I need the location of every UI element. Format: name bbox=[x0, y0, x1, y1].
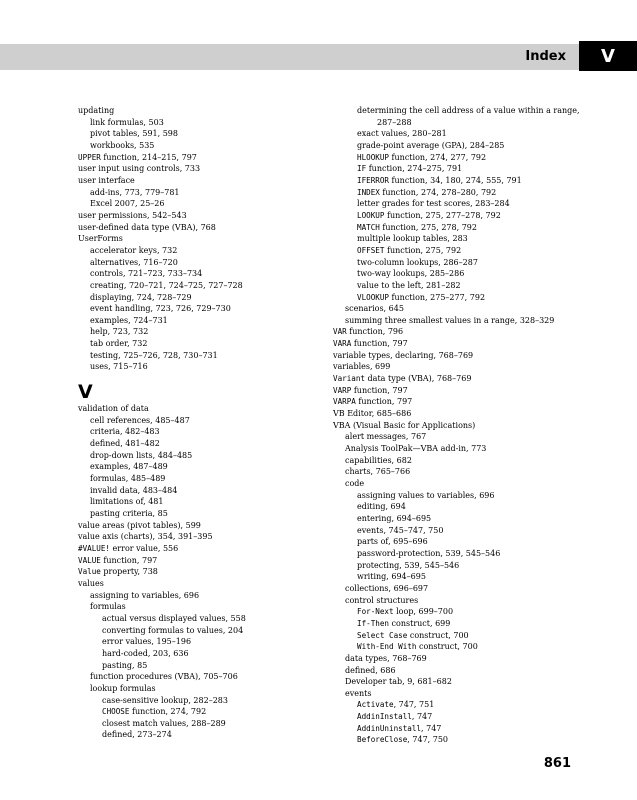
index-entry bbox=[78, 485, 328, 497]
entry-text: help, 723, 732 bbox=[90, 327, 149, 337]
entry-text: two-column lookups, 286–287 bbox=[357, 257, 478, 267]
index-entry bbox=[333, 338, 593, 350]
index-entry bbox=[78, 245, 328, 257]
code-term: BeforeClose bbox=[357, 735, 408, 745]
index-entry bbox=[78, 520, 328, 532]
entry-text: tab order, 732 bbox=[90, 339, 148, 349]
code-term: MATCH bbox=[357, 222, 380, 232]
index-entry bbox=[78, 438, 328, 450]
index-entry bbox=[78, 706, 328, 718]
entry-text: multiple lookup tables, 283 bbox=[357, 234, 468, 244]
entry-text: closest match values, 288–289 bbox=[102, 718, 226, 728]
entry-text: charts, 765–766 bbox=[345, 467, 411, 477]
entry-text: construct, 699 bbox=[389, 618, 451, 628]
code-term: CHOOSE bbox=[102, 707, 130, 717]
index-entry bbox=[78, 566, 328, 578]
entry-text: function, 274, 278–280, 792 bbox=[379, 187, 497, 197]
index-entry bbox=[78, 671, 328, 683]
entry-text: testing, 725–726, 728, 730–731 bbox=[90, 350, 218, 360]
index-entry bbox=[333, 210, 593, 222]
index-entry bbox=[78, 613, 328, 625]
index-entry bbox=[333, 222, 593, 234]
entry-text: data type (VBA), 768–769 bbox=[365, 374, 472, 384]
index-entry bbox=[333, 233, 593, 245]
index-entry bbox=[78, 461, 328, 473]
index-entry bbox=[78, 128, 328, 140]
index-entry bbox=[333, 699, 593, 711]
entry-text: user permissions, 542–543 bbox=[78, 210, 187, 220]
index-entry bbox=[333, 455, 593, 467]
index-column-left bbox=[78, 105, 328, 741]
letter-heading: V bbox=[78, 381, 93, 404]
index-entry bbox=[333, 595, 593, 607]
entry-text: assigning to variables, 696 bbox=[90, 590, 200, 600]
code-term: With-End With bbox=[357, 642, 417, 652]
index-entry bbox=[333, 396, 593, 408]
entry-text: collections, 696–697 bbox=[345, 583, 429, 593]
code-term: #VALUE! bbox=[78, 543, 111, 553]
code-term: Select Case bbox=[357, 630, 408, 640]
index-entry bbox=[333, 408, 593, 420]
entry-text: pasting, 85 bbox=[102, 660, 148, 670]
entry-text: function, 275, 278, 792 bbox=[379, 222, 477, 232]
index-entry bbox=[78, 140, 328, 152]
entry-text: add-ins, 773, 779–781 bbox=[90, 187, 180, 197]
index-entry bbox=[78, 695, 328, 707]
code-term: VALUE bbox=[78, 555, 101, 565]
index-entry bbox=[78, 683, 328, 695]
entry-text: UserForms bbox=[78, 234, 123, 244]
index-entry bbox=[333, 245, 593, 257]
index-entry bbox=[333, 676, 593, 688]
entry-text: determining the cell address of a value within a range, bbox=[357, 106, 580, 115]
index-entry bbox=[78, 508, 328, 520]
index-entry bbox=[78, 660, 328, 672]
entry-text: examples, 724–731 bbox=[90, 315, 168, 325]
entry-text: events bbox=[345, 688, 372, 698]
entry-text: data types, 768–769 bbox=[345, 653, 427, 663]
entry-text: hard-coded, 203, 636 bbox=[102, 648, 189, 658]
index-entry bbox=[333, 478, 593, 490]
entry-text: uses, 715–716 bbox=[90, 362, 148, 372]
entry-text: Analysis ToolPak—VBA add-in, 773 bbox=[345, 444, 487, 454]
index-entry bbox=[333, 665, 593, 677]
entry-text: property, 738 bbox=[100, 567, 158, 577]
entry-text: value axis (charts), 354, 391–395 bbox=[78, 532, 213, 542]
entry-text: user input using controls, 733 bbox=[78, 164, 201, 174]
code-term: Value bbox=[78, 567, 101, 577]
index-entry bbox=[78, 729, 328, 741]
code-term: Activate bbox=[357, 700, 394, 710]
index-entry bbox=[333, 560, 593, 572]
index-entry bbox=[333, 105, 593, 117]
entry-text: actual versus displayed values, 558 bbox=[102, 613, 246, 623]
code-term: LOOKUP bbox=[357, 210, 385, 220]
entry-text: events, 745–747, 750 bbox=[357, 525, 444, 535]
entry-text: formulas bbox=[90, 602, 126, 612]
index-entry bbox=[78, 361, 328, 373]
index-entry bbox=[333, 315, 593, 327]
entry-text: link formulas, 503 bbox=[90, 117, 164, 127]
index-entry bbox=[78, 268, 328, 280]
entry-text: assigning values to variables, 696 bbox=[357, 490, 495, 500]
index-entry bbox=[333, 385, 593, 397]
index-entry bbox=[333, 431, 593, 443]
entry-text: controls, 721–723, 733–734 bbox=[90, 269, 203, 279]
entry-text: cell references, 485–487 bbox=[90, 415, 190, 425]
index-entry bbox=[78, 117, 328, 129]
index-entry bbox=[78, 105, 328, 117]
index-entry bbox=[78, 198, 328, 210]
index-entry bbox=[78, 187, 328, 199]
index-entry bbox=[333, 350, 593, 362]
index-entry bbox=[78, 292, 328, 304]
code-term: VARPA bbox=[333, 397, 356, 407]
entry-text: event handling, 723, 726, 729–730 bbox=[90, 304, 231, 314]
index-entry bbox=[333, 420, 593, 432]
index-entry bbox=[333, 711, 593, 723]
index-entry bbox=[78, 233, 328, 245]
index-entry bbox=[78, 578, 328, 590]
index-entry bbox=[333, 280, 593, 292]
entry-text: drop-down lists, 484–485 bbox=[90, 450, 193, 460]
index-entry bbox=[78, 175, 328, 187]
code-term: INDEX bbox=[357, 187, 380, 197]
index-entry bbox=[333, 303, 593, 315]
entry-text: criteria, 482–483 bbox=[90, 427, 160, 437]
entry-text: function, 797 bbox=[351, 339, 408, 349]
index-entry bbox=[78, 338, 328, 350]
entry-text: function, 275–277, 792 bbox=[389, 292, 486, 302]
entry-text: , 747 bbox=[421, 723, 442, 733]
entry-text: pasting criteria, 85 bbox=[90, 509, 168, 518]
entry-text: function, 274–275, 791 bbox=[366, 164, 463, 174]
entry-text: construct, 700 bbox=[407, 630, 469, 640]
index-entry bbox=[333, 490, 593, 502]
entry-text: defined, 273–274 bbox=[102, 730, 172, 740]
code-term: OFFSET bbox=[357, 245, 385, 255]
code-term: VLOOKUP bbox=[357, 292, 390, 302]
entry-text: defined, 686 bbox=[345, 665, 396, 675]
entry-text: validation of data bbox=[78, 404, 149, 414]
index-entry bbox=[333, 548, 593, 560]
index-entry bbox=[333, 187, 593, 199]
index-entry bbox=[78, 303, 328, 315]
entry-text: case-sensitive lookup, 282–283 bbox=[102, 695, 228, 705]
index-entry bbox=[78, 210, 328, 222]
entry-text: function, 274, 792 bbox=[129, 707, 207, 717]
code-term: AddinInstall bbox=[357, 712, 412, 722]
entry-text: error values, 195–196 bbox=[102, 637, 192, 647]
index-entry bbox=[333, 117, 593, 129]
index-entry bbox=[78, 403, 328, 415]
entry-text: displaying, 724, 728–729 bbox=[90, 292, 192, 302]
code-term: Variant bbox=[333, 374, 366, 384]
entry-text: control structures bbox=[345, 595, 419, 605]
index-entry bbox=[78, 257, 328, 269]
index-entry bbox=[78, 718, 328, 730]
code-term: HLOOKUP bbox=[357, 152, 390, 162]
entry-text: limitations of, 481 bbox=[90, 497, 164, 507]
entry-text: writing, 694–695 bbox=[357, 572, 426, 582]
entry-text: defined, 481–482 bbox=[90, 439, 160, 449]
index-entry bbox=[333, 501, 593, 513]
index-entry bbox=[78, 543, 328, 555]
code-term: UPPER bbox=[78, 152, 101, 162]
code-term: For-Next bbox=[357, 607, 394, 617]
entry-text: code bbox=[345, 479, 365, 488]
entry-text: password-protection, 539, 545–546 bbox=[357, 548, 501, 558]
index-entry bbox=[333, 618, 593, 630]
index-entry bbox=[78, 625, 328, 637]
entry-text: alert messages, 767 bbox=[345, 432, 427, 442]
index-entry bbox=[78, 555, 328, 567]
index-entry bbox=[78, 163, 328, 175]
entry-text: editing, 694 bbox=[357, 502, 406, 512]
index-entry bbox=[78, 315, 328, 327]
entry-text: , 747, 751 bbox=[393, 700, 435, 710]
index-entry bbox=[333, 292, 593, 304]
index-entry bbox=[78, 590, 328, 602]
entry-text: formulas, 485–489 bbox=[90, 474, 166, 484]
entry-text: protecting, 539, 545–546 bbox=[357, 560, 460, 570]
code-term: VARP bbox=[333, 385, 352, 395]
entry-text: lookup formulas bbox=[90, 683, 156, 693]
entry-text: invalid data, 483–484 bbox=[90, 485, 178, 495]
section-title: Index bbox=[525, 49, 566, 64]
entry-text: two-way lookups, 285–286 bbox=[357, 269, 465, 279]
index-entry bbox=[333, 571, 593, 583]
index-entry bbox=[333, 513, 593, 525]
entry-text: Developer tab, 9, 681–682 bbox=[345, 677, 452, 687]
page-number: 861 bbox=[543, 756, 571, 771]
entry-text: pivot tables, 591, 598 bbox=[90, 129, 178, 139]
entry-text: values bbox=[78, 578, 104, 588]
entry-text: function, 275, 792 bbox=[384, 245, 462, 255]
entry-text: construct, 700 bbox=[416, 642, 478, 652]
letter-tab: V bbox=[579, 41, 637, 71]
index-entry bbox=[333, 466, 593, 478]
index-entry bbox=[333, 361, 593, 373]
entry-text: scenarios, 645 bbox=[345, 304, 404, 314]
index-entry bbox=[333, 583, 593, 595]
entry-text: function, 797 bbox=[100, 555, 158, 565]
index-entry bbox=[78, 648, 328, 660]
entry-text: function, 34, 180, 274, 555, 791 bbox=[389, 175, 522, 185]
index-entry bbox=[78, 350, 328, 362]
entry-text: value areas (pivot tables), 599 bbox=[78, 520, 201, 530]
entry-text: grade-point average (GPA), 284–285 bbox=[357, 140, 505, 150]
index-column-right bbox=[333, 105, 593, 746]
code-term: If-Then bbox=[357, 618, 390, 628]
entry-text: function, 214–215, 797 bbox=[100, 152, 197, 162]
entry-text: accelerator keys, 732 bbox=[90, 245, 178, 255]
entry-text: 287–288 bbox=[377, 117, 412, 127]
index-entry bbox=[333, 641, 593, 653]
index-entry bbox=[78, 473, 328, 485]
entry-text: Excel 2007, 25–26 bbox=[90, 199, 165, 209]
entry-text: summing three smallest values in a range, 328–329 bbox=[345, 315, 555, 325]
index-entry bbox=[78, 531, 328, 543]
entry-text: function, 797 bbox=[351, 385, 408, 395]
index-entry bbox=[78, 636, 328, 648]
index-entry bbox=[78, 601, 328, 613]
index-entry bbox=[333, 443, 593, 455]
index-entry bbox=[333, 128, 593, 140]
index-entry bbox=[78, 450, 328, 462]
index-entry bbox=[333, 373, 593, 385]
entry-text: , 747 bbox=[411, 712, 433, 722]
index-entry bbox=[78, 426, 328, 438]
entry-text: error value, 556 bbox=[110, 543, 179, 553]
entry-text: function, 275, 277–278, 792 bbox=[384, 210, 501, 220]
index-entry bbox=[78, 415, 328, 427]
index-entry bbox=[333, 688, 593, 700]
code-term: AddinUninstall bbox=[357, 723, 422, 733]
index-entry bbox=[78, 326, 328, 338]
entry-text: variables, 699 bbox=[333, 362, 391, 372]
entry-text: updating bbox=[78, 106, 115, 115]
index-entry bbox=[333, 630, 593, 642]
index-entry bbox=[333, 257, 593, 269]
entry-text: converting formulas to values, 204 bbox=[102, 625, 244, 635]
entry-text: function, 796 bbox=[346, 327, 404, 337]
entry-text: , 747, 750 bbox=[407, 735, 449, 745]
code-term: IF bbox=[357, 164, 367, 174]
index-entry bbox=[333, 175, 593, 187]
index-entry bbox=[333, 140, 593, 152]
index-entry bbox=[333, 525, 593, 537]
entry-text: VB Editor, 685–686 bbox=[333, 409, 412, 419]
entry-text: entering, 694–695 bbox=[357, 513, 432, 523]
entry-text: value to the left, 281–282 bbox=[357, 280, 461, 290]
index-entry bbox=[333, 734, 593, 746]
index-entry bbox=[333, 606, 593, 618]
code-term: IFERROR bbox=[357, 175, 390, 185]
entry-text: function, 274, 277, 792 bbox=[389, 152, 487, 162]
index-entry bbox=[333, 198, 593, 210]
entry-text: parts of, 695–696 bbox=[357, 537, 428, 547]
entry-text: VBA (Visual Basic for Applications) bbox=[333, 420, 476, 430]
index-entry bbox=[333, 152, 593, 164]
entry-text: variable types, declaring, 768–769 bbox=[333, 350, 474, 360]
index-entry bbox=[333, 536, 593, 548]
entry-text: alternatives, 716–720 bbox=[90, 257, 178, 267]
entry-text: letter grades for test scores, 283–284 bbox=[357, 199, 510, 209]
index-entry bbox=[333, 326, 593, 338]
index-entry bbox=[333, 268, 593, 280]
entry-text: function, 797 bbox=[355, 397, 413, 407]
entry-text: function procedures (VBA), 705–706 bbox=[90, 672, 238, 682]
index-entry bbox=[333, 723, 593, 735]
entry-text: exact values, 280–281 bbox=[357, 129, 447, 139]
entry-text: examples, 487–489 bbox=[90, 462, 168, 472]
index-entry bbox=[333, 163, 593, 175]
entry-text: creating, 720–721, 724–725, 727–728 bbox=[90, 280, 243, 290]
index-entry bbox=[78, 280, 328, 292]
index-entry bbox=[333, 653, 593, 665]
entry-text: user-defined data type (VBA), 768 bbox=[78, 222, 216, 232]
index-entry bbox=[78, 496, 328, 508]
entry-text: capabilities, 682 bbox=[345, 455, 412, 465]
code-term: VAR bbox=[333, 327, 347, 337]
index-entry bbox=[78, 152, 328, 164]
entry-text: loop, 699–700 bbox=[393, 607, 454, 617]
code-term: VARA bbox=[333, 339, 352, 349]
entry-text: workbooks, 535 bbox=[90, 140, 155, 150]
index-entry bbox=[78, 222, 328, 234]
entry-text: user interface bbox=[78, 175, 135, 185]
